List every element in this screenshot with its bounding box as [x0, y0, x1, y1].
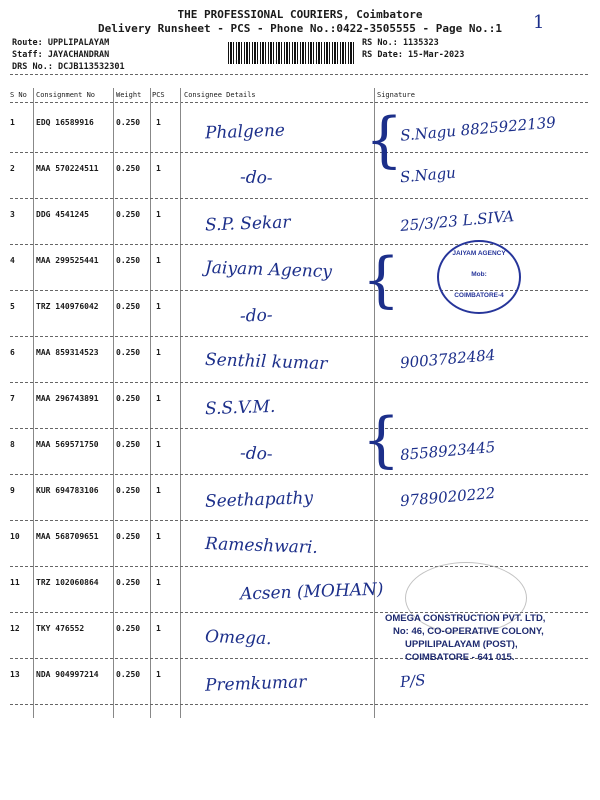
row-pcs: 1 — [156, 670, 161, 679]
stamp-line: COIMBATORE - 641 015. — [405, 652, 515, 663]
row-pcs: 1 — [156, 624, 161, 633]
row-pcs: 1 — [156, 440, 161, 449]
row-divider — [10, 474, 588, 475]
row-consignment-no: TRZ 102060864 — [36, 578, 99, 587]
row-consignee-handwritten: Acsen (MOHAN) — [239, 579, 384, 605]
col-consignee: Consignee Details — [184, 91, 256, 99]
row-pcs: 1 — [156, 394, 161, 403]
row-sno: 11 — [10, 578, 20, 587]
stamp-line: Mob: — [471, 271, 487, 278]
row-consignment-no: KUR 694783106 — [36, 486, 99, 495]
row-sno: 5 — [10, 302, 15, 311]
column-line — [33, 88, 34, 718]
row-weight: 0.250 — [116, 486, 141, 495]
row-sno: 8 — [10, 440, 15, 449]
row-pcs: 1 — [156, 118, 161, 127]
row-weight: 0.250 — [116, 256, 141, 265]
row-signature: S.Nagu — [399, 163, 457, 187]
company-title: THE PROFESSIONAL COURIERS, Coimbatore — [177, 8, 423, 21]
row-consignment-no: MAA 568709651 — [36, 532, 99, 541]
row-divider — [10, 704, 588, 705]
row-consignment-no: MAA 859314523 — [36, 348, 99, 357]
row-consignee-handwritten: Omega. — [204, 626, 272, 650]
row-consignee-handwritten: Premkumar — [204, 672, 307, 696]
col-weight: Weight — [116, 91, 142, 99]
row-weight: 0.250 — [116, 532, 141, 541]
row-weight: 0.250 — [116, 440, 141, 449]
row-consignment-no: TKY 476552 — [36, 624, 85, 633]
row-consignee-handwritten: -do- — [239, 167, 273, 189]
row-divider — [10, 198, 588, 199]
row-sno: 7 — [10, 394, 15, 403]
row-consignment-no: MAA 296743891 — [36, 394, 99, 403]
column-line — [113, 88, 114, 718]
handwritten-page-mark: 1 — [533, 12, 545, 33]
row-divider — [10, 520, 588, 521]
brace-mark: { — [365, 105, 404, 175]
stamp-line: UPPILIPALAYAM (POST), — [405, 639, 518, 650]
row-consignment-no: TRZ 140976042 — [36, 302, 99, 311]
divider — [10, 102, 588, 103]
row-divider — [10, 566, 588, 567]
row-weight: 0.250 — [116, 210, 141, 219]
row-consignee-handwritten: Rameshwari. — [204, 534, 319, 558]
row-pcs: 1 — [156, 210, 161, 219]
row-divider — [10, 336, 588, 337]
row-consignee-handwritten: S.P. Sekar — [204, 212, 291, 236]
rs-date: RS Date: 15-Mar-2023 — [362, 50, 465, 60]
company-stamp — [385, 612, 585, 664]
route-label: Route: UPPLIPALAYAM — [12, 38, 110, 48]
row-consignee-handwritten: S.S.V.M. — [204, 396, 276, 420]
row-consignee-handwritten: Seethapathy — [204, 488, 314, 512]
rs-number: RS No.: 1135323 — [362, 38, 439, 48]
row-consignment-no: EDQ 16589916 — [36, 118, 94, 127]
row-divider — [10, 382, 588, 383]
row-pcs: 1 — [156, 578, 161, 587]
stamp-line: OMEGA CONSTRUCTION PVT. LTD, — [385, 613, 546, 624]
row-weight: 0.250 — [116, 302, 141, 311]
row-consignment-no: NDA 904997214 — [36, 670, 99, 679]
col-pcs: PCS — [152, 91, 165, 99]
row-sno: 13 — [10, 670, 20, 679]
drs-number: DRS No.: DCJB113532301 — [12, 62, 125, 72]
row-consignee-handwritten: Phalgene — [204, 120, 286, 144]
stamp-line: JAIYAM AGENCY — [452, 250, 506, 257]
row-consignee-handwritten: -do- — [239, 305, 273, 327]
row-sno: 4 — [10, 256, 15, 265]
staff-label: Staff: JAYACHANDRAN — [12, 50, 110, 60]
row-sno: 9 — [10, 486, 15, 495]
stamp-line: COIMBATORE-4 — [454, 292, 504, 299]
brace-mark: { — [362, 405, 401, 475]
row-sno: 10 — [10, 532, 20, 541]
row-weight: 0.250 — [116, 348, 141, 357]
row-weight: 0.250 — [116, 670, 141, 679]
row-pcs: 1 — [156, 256, 161, 265]
row-signature: S.Nagu 8825922139 — [399, 113, 557, 145]
row-consignment-no: MAA 569571750 — [36, 440, 99, 449]
col-consignment: Consignment No — [36, 91, 96, 99]
row-consignee-handwritten: Senthil kumar — [204, 349, 328, 375]
column-line — [180, 88, 181, 718]
row-divider — [10, 152, 588, 153]
column-line — [150, 88, 151, 718]
row-sno: 1 — [10, 118, 15, 127]
row-pcs: 1 — [156, 164, 161, 173]
row-sno: 2 — [10, 164, 15, 173]
row-weight: 0.250 — [116, 394, 141, 403]
runsheet-subtitle: Delivery Runsheet - PCS - Phone No.:0422-3505555 - Page No.:1 — [98, 22, 502, 35]
col-signature: Signature — [377, 91, 415, 99]
row-signature: 25/3/23 L.SIVA — [399, 207, 515, 235]
divider — [10, 74, 588, 75]
row-consignee-handwritten: Jaiyam Agency — [204, 257, 333, 283]
row-signature: P/S — [399, 670, 427, 692]
row-consignment-no: DDG 4541245 — [36, 210, 89, 219]
row-signature: 9789020222 — [399, 483, 497, 511]
row-weight: 0.250 — [116, 624, 141, 633]
row-consignment-no: MAA 570224511 — [36, 164, 99, 173]
row-pcs: 1 — [156, 348, 161, 357]
row-weight: 0.250 — [116, 578, 141, 587]
row-consignment-no: MAA 299525441 — [36, 256, 99, 265]
barcode-image — [228, 42, 356, 64]
row-signature: 8558923445 — [399, 437, 497, 465]
row-weight: 0.250 — [116, 118, 141, 127]
row-pcs: 1 — [156, 302, 161, 311]
agency-stamp — [437, 240, 521, 314]
stamp-line: No: 46, CO-OPERATIVE COLONY, — [393, 626, 544, 637]
row-sno: 3 — [10, 210, 15, 219]
column-line — [374, 88, 375, 718]
row-weight: 0.250 — [116, 164, 141, 173]
row-consignee-handwritten: -do- — [239, 443, 273, 465]
row-pcs: 1 — [156, 486, 161, 495]
row-sno: 12 — [10, 624, 20, 633]
brace-mark: { — [362, 245, 401, 315]
col-sno: S No — [10, 91, 27, 99]
row-signature: 9003782484 — [399, 345, 497, 373]
row-pcs: 1 — [156, 532, 161, 541]
row-sno: 6 — [10, 348, 15, 357]
row-divider — [10, 428, 588, 429]
